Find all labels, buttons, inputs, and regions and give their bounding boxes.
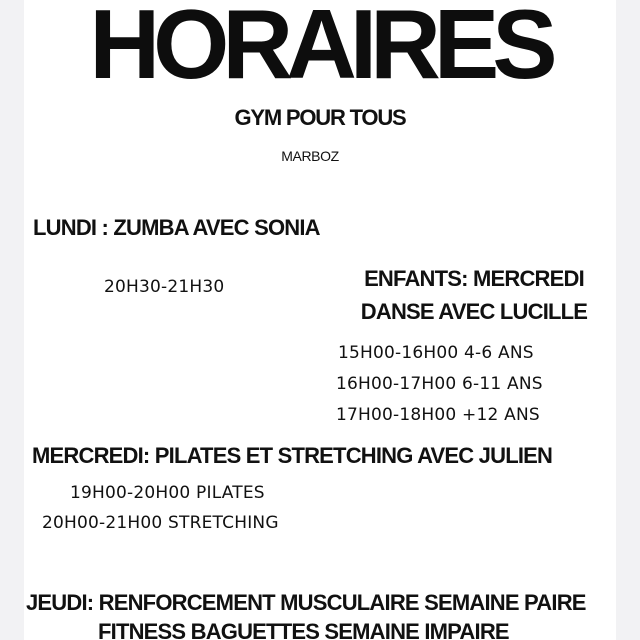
wednesday-time-1: 19H00-20H00 PILATES	[70, 483, 265, 503]
page-title: HORAIRES	[89, 0, 551, 99]
kids-time-3: 17H00-18H00 +12 ANS	[336, 405, 540, 425]
kids-time-1: 15H00-16H00 4-6 ANS	[338, 343, 534, 363]
club-name: GYM POUR TOUS	[234, 105, 406, 130]
schedule-poster	[24, 0, 616, 640]
thursday-heading-line1: JEUDI: RENFORCEMENT MUSCULAIRE SEMAINE PAIRE	[26, 590, 586, 615]
kids-time-2: 16H00-17H00 6-11 ANS	[336, 374, 543, 394]
monday-heading: LUNDI : ZUMBA AVEC SONIA	[33, 215, 320, 240]
location-label: MARBOZ	[281, 148, 339, 164]
kids-heading-line1: ENFANTS: MERCREDI	[364, 266, 584, 291]
wednesday-time-2: 20H00-21H00 STRETCHING	[42, 513, 279, 533]
wednesday-heading: MERCREDI: PILATES ET STRETCHING AVEC JULIEN	[32, 443, 553, 468]
thursday-heading-line2: FITNESS BAGUETTES SEMAINE IMPAIRE	[98, 619, 509, 640]
monday-time: 20H30-21H30	[104, 277, 225, 297]
kids-heading-line2: DANSE AVEC LUCILLE	[360, 299, 588, 324]
